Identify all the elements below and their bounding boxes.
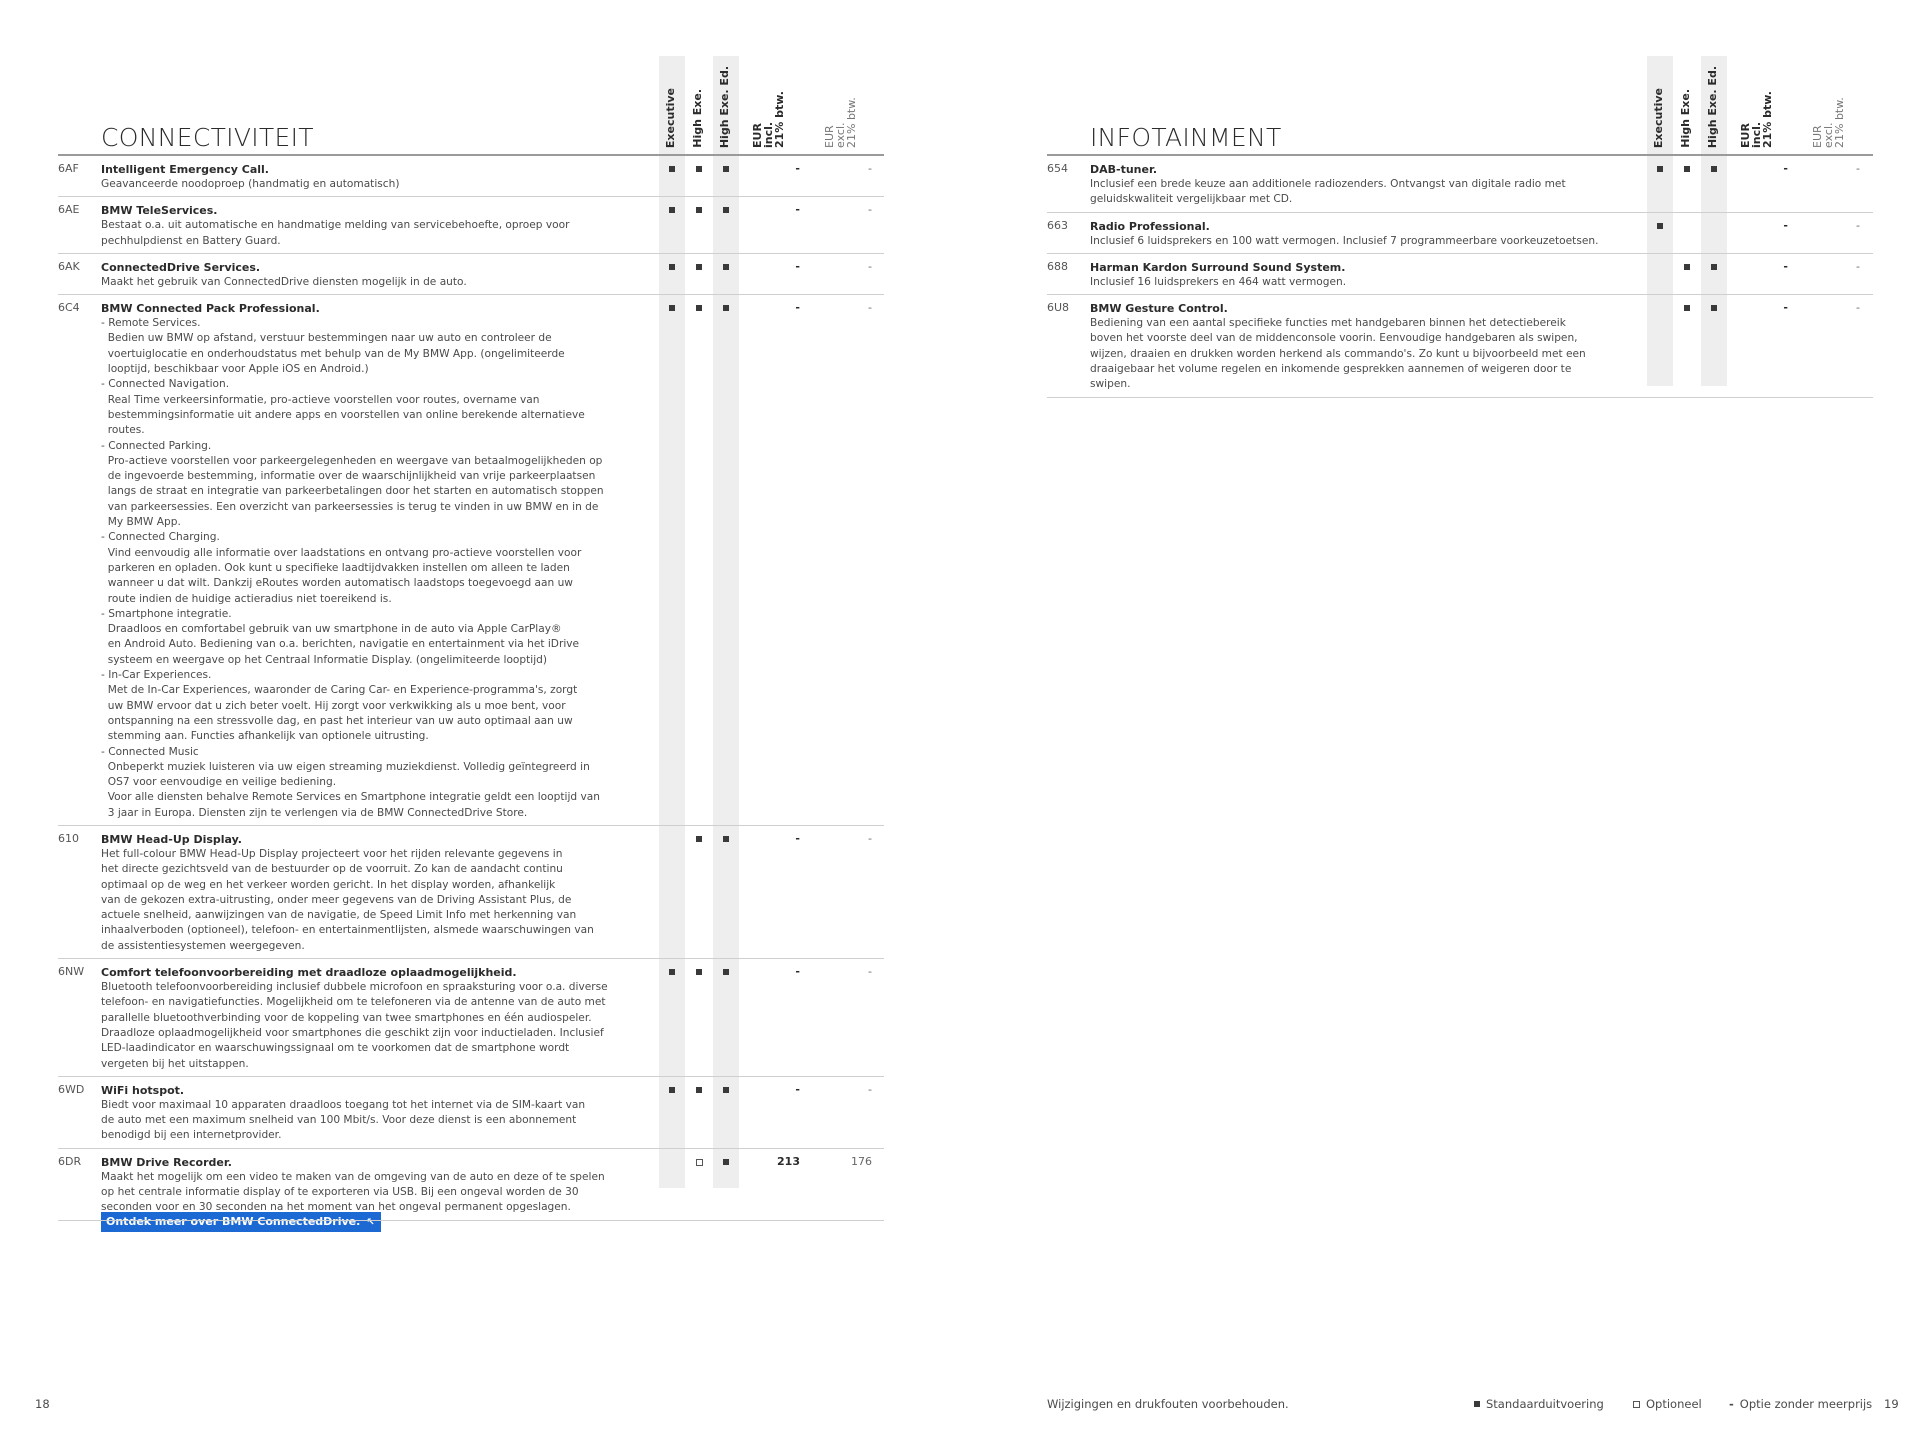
option-code: 6NW bbox=[58, 965, 85, 979]
standard-square-icon bbox=[695, 305, 703, 314]
col-eur-excl-line2: excl. bbox=[834, 122, 847, 148]
standard-square-icon bbox=[1656, 166, 1664, 175]
option-row bbox=[58, 959, 884, 1077]
price-excl-vat: - bbox=[868, 162, 872, 175]
option-name: WiFi hotspot. bbox=[101, 1083, 185, 1097]
section-header bbox=[58, 56, 884, 156]
disclaimer: Wijzigingen en drukfouten voorbehouden. bbox=[1047, 1397, 1289, 1411]
option-description: Geavanceerde noodoproep (handmatig en automatisch) bbox=[101, 178, 400, 190]
col-executive: Executive bbox=[1652, 87, 1665, 148]
price-excl-vat: - bbox=[868, 831, 872, 845]
price-excl-vat: - bbox=[868, 301, 872, 315]
price-incl-vat: 213 bbox=[777, 1154, 800, 1168]
option-description: Bluetooth telefoonvoorbereiding inclusief dubbele microfoon en spraaksturing voor o.a. diverse telefoon- en navigatiefuncties. Mogelijkheid om te telefoneren via de antenne van de auto met parallelle bluetoothverbinding voor de koppeling van twee smartphones en één audiospeler. Draadloze oplaadmogelijkheid voor smartphones die geschikt zijn voor inductieladen. Inclusief LED-laadindicator en waarschuwingssignaal om te voorkomen dat de smartphone wordt vergeten bij het uitstappen. bbox=[101, 981, 608, 1070]
price-excl-vat: - bbox=[868, 965, 872, 979]
option-name: Harman Kardon Surround Sound System. bbox=[1090, 260, 1346, 274]
option-row bbox=[1047, 156, 1873, 213]
legend-nocost bbox=[1729, 1397, 1872, 1411]
standard-square-icon bbox=[1656, 223, 1664, 232]
standard-square-icon bbox=[1683, 166, 1691, 175]
price-incl-vat: - bbox=[795, 203, 800, 217]
standard-square-icon bbox=[1683, 305, 1691, 314]
col-eur-incl-line1: EUR bbox=[751, 123, 764, 148]
option-list bbox=[58, 156, 884, 1221]
section-title: CONNECTIVITEIT bbox=[101, 123, 314, 152]
optional-square-icon bbox=[695, 1159, 703, 1169]
standard-square-icon bbox=[695, 969, 703, 978]
option-description: Bestaat o.a. uit automatische en handmatige melding van servicebehoefte, oproep voor pechhulpdienst en Battery Guard. bbox=[101, 219, 570, 247]
option-row bbox=[1047, 254, 1873, 295]
col-eur-excl-line3: 21% btw. bbox=[1833, 97, 1846, 148]
col-eur-incl-line2: incl. bbox=[1750, 121, 1763, 148]
col-eur-excl bbox=[1812, 58, 1845, 148]
optional-square-icon bbox=[1633, 1401, 1640, 1408]
option-list bbox=[1047, 156, 1873, 398]
price-excl-vat: - bbox=[1856, 162, 1860, 175]
option-code: 6C4 bbox=[58, 301, 80, 315]
price-incl-vat: - bbox=[1783, 218, 1788, 232]
standard-square-icon bbox=[695, 166, 703, 175]
option-code: 6AF bbox=[58, 162, 79, 175]
col-eur-excl-line3: 21% btw. bbox=[845, 97, 858, 148]
col-eur-incl bbox=[752, 58, 785, 148]
standard-square-icon bbox=[1710, 166, 1718, 175]
standard-square-icon bbox=[722, 166, 730, 175]
option-description: Het full-colour BMW Head-Up Display projecteert voor het rijden relevante gegevens in het directe gezichtsveld van de bestuurder op de voorruit. Zo kan de aandacht continu optimaal op de weg en het verkeer worden gericht. In het display worden, afhankelijk van de gekozen extra-uitrusting, onder meer gegevens van de Driving Assistant Plus, de actuele snelheid, aanwijzingen van de navigatie, de Speed Limit Info met herkenning van inhaalverboden (optioneel), telefoon- en entertainmentlijsten, alsmede waarschuwingen van de assistentiesystemen weergegeven. bbox=[101, 847, 594, 952]
option-code: 6AE bbox=[58, 203, 80, 217]
button-label: Ontdek meer over BMW ConnectedDrive. bbox=[106, 1215, 361, 1228]
price-excl-vat: - bbox=[868, 203, 872, 217]
standard-square-icon bbox=[695, 207, 703, 216]
standard-square-icon bbox=[1683, 264, 1691, 273]
standard-square-icon bbox=[668, 305, 676, 314]
option-description: Inclusief 6 luidsprekers en 100 watt vermogen. Inclusief 7 programmeerbare voorkeuzetoetsen. bbox=[1090, 234, 1599, 247]
option-code: 6U8 bbox=[1047, 301, 1070, 315]
price-excl-vat: - bbox=[1856, 259, 1860, 273]
option-description: Inclusief een brede keuze aan additionele radiozenders. Ontvangst van digitale radio met geluidskwaliteit vergelijkbaar met CD. bbox=[1090, 178, 1566, 206]
option-row bbox=[58, 197, 884, 254]
standard-square-icon bbox=[722, 264, 730, 273]
price-excl-vat: - bbox=[1856, 301, 1860, 315]
standard-square-icon bbox=[695, 264, 703, 273]
col-eur-excl-line1: EUR bbox=[823, 125, 836, 148]
standard-square-icon bbox=[668, 264, 676, 273]
col-eur-incl-line1: EUR bbox=[1739, 123, 1752, 148]
price-excl-vat: - bbox=[868, 259, 872, 273]
price-excl-vat: 176 bbox=[851, 1154, 872, 1168]
col-high-exe-ed: High Exe. Ed. bbox=[1706, 65, 1719, 148]
standard-square-icon bbox=[722, 836, 730, 845]
standard-square-icon bbox=[695, 836, 703, 845]
option-row bbox=[58, 1077, 884, 1149]
price-incl-vat: - bbox=[795, 259, 800, 273]
price-incl-vat: - bbox=[1783, 162, 1788, 175]
option-name: BMW Gesture Control. bbox=[1090, 302, 1228, 316]
standard-square-icon bbox=[722, 969, 730, 978]
section-header bbox=[1047, 56, 1873, 156]
option-row bbox=[58, 826, 884, 959]
col-high-exe: High Exe. bbox=[1679, 89, 1692, 148]
col-eur-incl bbox=[1740, 58, 1773, 148]
option-description: Maakt het mogelijk om een video te maken van de omgeving van de auto en deze of te spelen op het centrale informatie display of te exporteren via USB. Bij een ongeval worden de 30 seconden voor en 30 seconden na het moment van het ongeval permanent opgeslagen. bbox=[101, 1170, 605, 1214]
legend-standard bbox=[1474, 1397, 1604, 1411]
standard-square-icon bbox=[668, 207, 676, 216]
dash-icon: - bbox=[1729, 1397, 1734, 1411]
col-eur-incl-line3: 21% btw. bbox=[773, 91, 786, 148]
option-row bbox=[58, 1149, 884, 1221]
legend-optional bbox=[1633, 1397, 1702, 1411]
option-code: 663 bbox=[1047, 218, 1068, 232]
standard-square-icon bbox=[722, 1159, 730, 1168]
standard-square-icon bbox=[668, 166, 676, 175]
col-high-exe-ed: High Exe. Ed. bbox=[718, 65, 731, 148]
price-incl-vat: - bbox=[1783, 301, 1788, 315]
legend-standard-label: Standaarduitvoering bbox=[1486, 1397, 1604, 1411]
option-row bbox=[1047, 213, 1873, 254]
standard-square-icon bbox=[1710, 305, 1718, 314]
option-code: 654 bbox=[1047, 162, 1068, 175]
option-row bbox=[58, 295, 884, 826]
cursor-icon: ↖ bbox=[366, 1217, 375, 1228]
option-name: BMW Connected Pack Professional. bbox=[101, 302, 320, 316]
price-incl-vat: - bbox=[1783, 259, 1788, 273]
option-row bbox=[58, 254, 884, 295]
page-number-left: 18 bbox=[35, 1397, 50, 1411]
col-eur-excl-line2: excl. bbox=[1822, 122, 1835, 148]
col-eur-incl-line3: 21% btw. bbox=[1761, 91, 1774, 148]
option-name: ConnectedDrive Services. bbox=[101, 260, 261, 274]
option-row bbox=[58, 156, 884, 197]
option-description: - Remote Services. Bedien uw BMW op afstand, verstuur bestemmingen naar uw auto en controleer de voertuiglocatie en onderhoudstatus met behulp van de My BMW App. (ongelimiteerde looptijd, beschikbaar voor Apple iOS en Android.) - Connected Navigation. Real Time verkeersinformatie, pro-actieve voorstellen voor routes, overname van bestemmingsinformatie uit andere apps en voorstellen van online berekende alternatieve routes. - Connected Parking. Pro-actieve voorstellen voor parkeergelegenheden en weergave van betaalmogelijkheden op de ingevoerde bestemming, informatie over de waarschijnlijkheid van vrije parkeerplaatsen langs de straat en integratie van parkeerbetalingen door het starten en automatisch stoppen van parkeersessies. Een overzicht van parkeersessies is terug te vinden in uw BMW en in de My BMW App. - Connected Charging. Vind eenvoudig alle informatie over laadstations en ontvang pro-actieve voorstellen voor parkeren en opladen. Ook kunt u specifieke laadtijdvakken instellen om alleen te laden wanneer u dat wilt. Dankzij eRoutes worden automatisch laadstops toegevoegd aan uw route indien de huidige actieradius niet toereikend is. - Smartphone integratie. Draadloos en comfortabel gebruik van uw smartphone in de auto via Apple CarPlay® en Android Auto. Bediening van o.a. berichten, navigatie en entertainment via het iDrive systeem en weergave op het Centraal Informatie Display. (ongelimiteerde looptijd) - In-Car Experiences. Met de In-Car Experiences, waaronder de Caring Car- en Experience-programma's, zorgt uw BMW ervoor dat u zich beter voelt. Hij zorgt voor verkwikking als u moe bent, voor ontspanning na een stressvolle dag, en past het interieur van uw auto optimaal aan uw stemming aan. Functies afhankelijk van optionele uitrusting. - Connected Music Onbeperkt muziek luisteren via uw eigen streaming muziekdienst. Volledig geïntegreerd in OS7 voor eenvoudige en veilige bediening. Voor alle diensten behalve Remote Services en Smartphone integratie geldt een looptijd van 3 jaar in Europa. Diensten zijn te verlengen via de BMW ConnectedDrive Store. bbox=[101, 317, 604, 819]
option-name: BMW TeleServices. bbox=[101, 204, 218, 218]
option-name: Intelligent Emergency Call. bbox=[101, 163, 269, 176]
option-description: Inclusief 16 luidsprekers en 464 watt vermogen. bbox=[1090, 275, 1347, 288]
col-eur-excl-line1: EUR bbox=[1811, 125, 1824, 148]
price-incl-vat: - bbox=[795, 1082, 800, 1096]
infotainment-section bbox=[1047, 56, 1873, 398]
price-incl-vat: - bbox=[795, 831, 800, 845]
standard-square-icon bbox=[1474, 1401, 1480, 1407]
option-code: 6WD bbox=[58, 1082, 85, 1096]
standard-square-icon bbox=[695, 1087, 703, 1096]
col-eur-excl bbox=[824, 58, 857, 148]
legend-optional-label: Optioneel bbox=[1646, 1397, 1702, 1411]
price-incl-vat: - bbox=[795, 301, 800, 315]
standard-square-icon bbox=[722, 207, 730, 216]
standard-square-icon bbox=[722, 1087, 730, 1096]
option-description: Bediening van een aantal specifieke functies met handgebaren binnen het detectiebereik boven het voorste deel van de middenconsole voorin. Eenvoudige handgebaren als swipen, wijzen, draaien en drukken worden herkend als commando's. Zo kunt u bijvoorbeeld met een draaigebaar het volume regelen en inkomende gesprekken aannemen of weigeren door te swipen. bbox=[1090, 317, 1586, 391]
option-code: 610 bbox=[58, 831, 79, 845]
col-eur-incl-line2: incl. bbox=[762, 121, 775, 148]
standard-square-icon bbox=[1710, 264, 1718, 273]
option-code: 6AK bbox=[58, 259, 80, 273]
price-excl-vat: - bbox=[868, 1082, 872, 1096]
option-name: DAB-tuner. bbox=[1090, 163, 1158, 176]
option-description: Biedt voor maximaal 10 apparaten draadloos toegang tot het internet via de SIM-kaart van de auto met een maximum snelheid van 100 Mbit/s. Voor deze dienst is een abonnement benodigd bij een internetprovider. bbox=[101, 1098, 586, 1142]
standard-square-icon bbox=[668, 969, 676, 978]
standard-square-icon bbox=[668, 1087, 676, 1096]
option-row bbox=[1047, 295, 1873, 397]
connectivity-section bbox=[58, 56, 884, 1221]
section-title: INFOTAINMENT bbox=[1090, 123, 1282, 152]
col-high-exe: High Exe. bbox=[691, 89, 704, 148]
legend-nocost-label: Optie zonder meerprijs bbox=[1739, 1397, 1873, 1411]
option-code: 6DR bbox=[58, 1154, 82, 1168]
option-description: Maakt het gebruik van ConnectedDrive diensten mogelijk in de auto. bbox=[101, 275, 467, 288]
option-name: Radio Professional. bbox=[1090, 219, 1210, 233]
price-excl-vat: - bbox=[1856, 218, 1860, 232]
option-name: Comfort telefoonvoorbereiding met draadloze oplaadmogelijkheid. bbox=[101, 966, 517, 980]
option-code: 688 bbox=[1047, 259, 1068, 273]
option-name: BMW Head-Up Display. bbox=[101, 832, 242, 846]
option-name: BMW Drive Recorder. bbox=[101, 1155, 232, 1169]
standard-square-icon bbox=[722, 305, 730, 314]
price-incl-vat: - bbox=[795, 162, 800, 175]
col-executive: Executive bbox=[664, 87, 677, 148]
price-incl-vat: - bbox=[795, 965, 800, 979]
page-number-right: 19 bbox=[1884, 1397, 1899, 1411]
